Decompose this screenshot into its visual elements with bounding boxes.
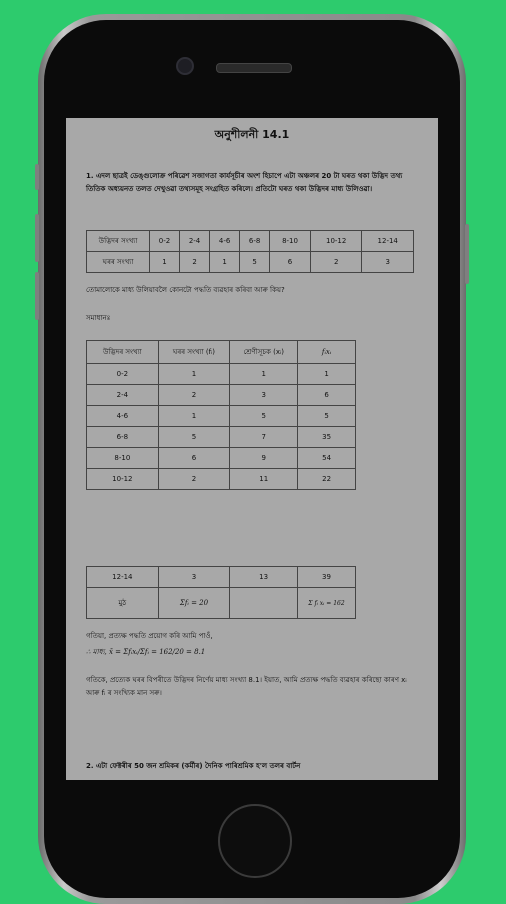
total-row — [87, 588, 356, 619]
power-button — [465, 224, 469, 284]
table-cell: 5 — [230, 406, 298, 427]
table-cell: 5 — [298, 406, 356, 427]
table-cell — [230, 588, 298, 619]
table-cell: 1 — [158, 364, 230, 385]
table-cell: 2 — [310, 252, 362, 273]
table-cell: 5 — [158, 427, 230, 448]
solution-label: সমাধানঃ — [86, 314, 111, 322]
table-cell: 35 — [298, 427, 356, 448]
table-cell: 2-4 — [180, 231, 210, 252]
table-cell: 8-10 — [270, 231, 311, 252]
table-cell: 4-6 — [87, 406, 159, 427]
table-header-row — [87, 341, 356, 364]
table-cell: 6-8 — [87, 427, 159, 448]
question-1-text: 1. এদল ছাত্রই ডেঙ্গুলোক্ৰ পৰিৱেশ সজাগতা কাৰ্যসূচীৰ অংশ হিচাপে এটা অঞ্চলৰ 20 টা ঘৰত থকা উদ্ভিদ তথ্য তিতিক অধ্যয়নত তলত দেখুওৱা তথ্যসমূহ সংগ্ৰহিত কৰিলে। প্ৰতিটো ঘৰত থকা উদ্ভিদৰ মাধ্য উলিওৱা। — [86, 172, 403, 193]
column-header: ঘৰৰ সংখ্যা (fᵢ) — [158, 341, 230, 364]
table-cell: 1 — [158, 406, 230, 427]
table-cell: 22 — [298, 469, 356, 490]
table-cell: 10-12 — [310, 231, 362, 252]
table-cell: 5 — [240, 252, 270, 273]
method-question-text: তোমালোকে মাধ্য উলিয়াবলৈ কোনটো পদ্ধতি ব্যৱহাৰ কৰিবা আৰু কিয়? — [86, 286, 285, 294]
table-cell: 1 — [150, 252, 180, 273]
table-cell: 6-8 — [240, 231, 270, 252]
table-cell: 6 — [158, 448, 230, 469]
table-cell: 3 — [158, 567, 230, 588]
table-row — [87, 567, 356, 588]
conclusion-text: গতিকে, প্ৰত্যেক ঘৰৰ বিপৰীতে উদ্ভিদৰ নিৰ্ণেয় মাধ্য সংখ্যা 8.1। ইয়াত, আমি প্ৰত্যক্ষ পদ্ধতি ব্যৱহাৰ কৰিছো কাৰণ xᵢ আৰু fᵢ ৰ সংখ্যিক মান সৰু। — [86, 676, 407, 697]
table-cell: 12-14 — [362, 231, 414, 252]
table-cell: 8-10 — [87, 448, 159, 469]
mean-formula: ∴ মাধ্য, x̄ = Σfᵢxᵢ/Σfᵢ = 162/20 = 8.1 — [86, 648, 206, 656]
table-cell: 1 — [230, 364, 298, 385]
table-cell: 7 — [230, 427, 298, 448]
table-cell: 39 — [297, 567, 355, 588]
mute-switch — [35, 164, 39, 190]
page-title: অনুশীলনী 14.1 — [214, 128, 290, 141]
table-cell: 54 — [298, 448, 356, 469]
table-cell: 11 — [230, 469, 298, 490]
earpiece-speaker — [216, 63, 292, 73]
step-text: গতিয়া, প্ৰত্যক্ষ পদ্ধতি প্ৰয়োগ কৰি আমি পাওঁ, — [86, 632, 213, 640]
table-cell: 9 — [230, 448, 298, 469]
solution-table-continued — [86, 566, 356, 619]
home-button[interactable] — [218, 804, 292, 878]
table-cell: 1 — [298, 364, 356, 385]
column-header: শ্ৰেণীসূচক (xᵢ) — [230, 341, 298, 364]
front-camera-icon — [176, 57, 194, 75]
sum-fx: Σ fᵢ xᵢ = 162 — [297, 588, 355, 619]
table-cell: 2-4 — [87, 385, 159, 406]
table-row — [87, 231, 414, 252]
table-row — [87, 252, 414, 273]
sum-frequency: Σfᵢ = 20 — [158, 588, 230, 619]
table-cell: 2 — [158, 469, 230, 490]
question-2-text: 2. এটা ফেক্টৰীৰ 50 জন শ্ৰমিকৰ (কৰ্মীৰ) দৈনিক পাৰিশ্ৰমিক হ'ল তলৰ বাৰ্টন — [86, 762, 301, 770]
table-cell: 3 — [230, 385, 298, 406]
volume-down-button — [35, 272, 39, 320]
table-cell: 6 — [270, 252, 311, 273]
table-row — [87, 427, 356, 448]
table-cell: 4-6 — [210, 231, 240, 252]
table-cell: 1 — [210, 252, 240, 273]
table-cell: 3 — [362, 252, 414, 273]
table-row — [87, 385, 356, 406]
table-cell: 6 — [298, 385, 356, 406]
total-label: মুঠ — [87, 588, 159, 619]
solution-table — [86, 340, 356, 490]
table-cell: 2 — [158, 385, 230, 406]
table-cell: 13 — [230, 567, 298, 588]
table-row — [87, 364, 356, 385]
table-cell: 10-12 — [87, 469, 159, 490]
table-cell: 0-2 — [87, 364, 159, 385]
column-header: fᵢxᵢ — [298, 341, 356, 364]
table-cell: 12-14 — [87, 567, 159, 588]
table-cell: 0-2 — [150, 231, 180, 252]
table-row — [87, 469, 356, 490]
data-table — [86, 230, 414, 273]
table-row — [87, 406, 356, 427]
document-screen[interactable] — [66, 118, 438, 780]
table-cell: উদ্ভিদৰ সংখ্যা — [87, 231, 150, 252]
table-cell: ঘৰৰ সংখ্যা — [87, 252, 150, 273]
column-header: উদ্ভিদৰ সংখ্যা — [87, 341, 159, 364]
table-row — [87, 448, 356, 469]
volume-up-button — [35, 214, 39, 262]
table-cell: 2 — [180, 252, 210, 273]
